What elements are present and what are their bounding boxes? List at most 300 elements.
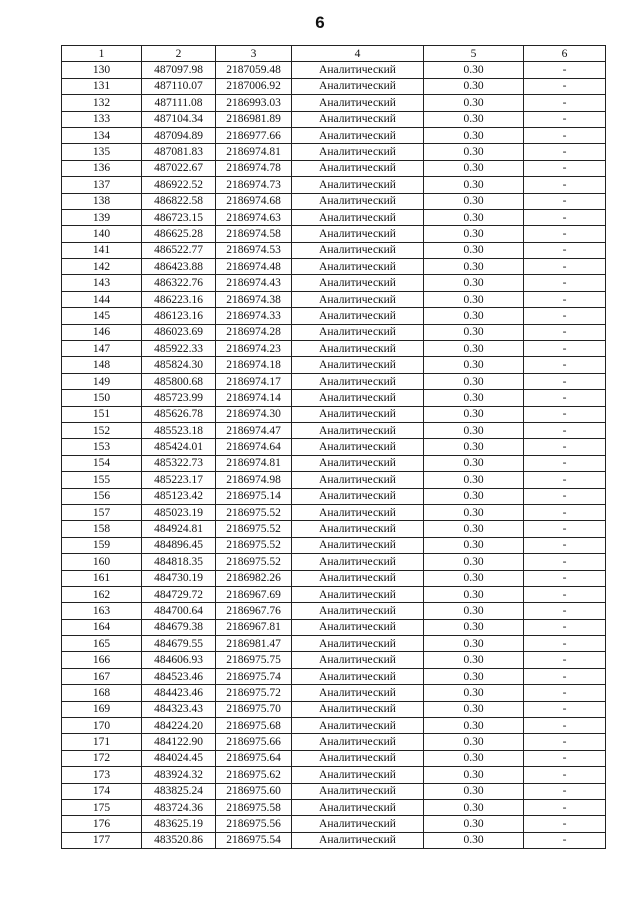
y-coordinate-cell: 2186974.30 (216, 406, 292, 422)
table-row (62, 767, 606, 783)
method-cell: Аналитический (292, 636, 424, 652)
y-coordinate-cell: 2186974.18 (216, 357, 292, 373)
table-row (62, 373, 606, 389)
note-cell: - (524, 816, 606, 832)
y-coordinate-cell: 2186981.89 (216, 111, 292, 127)
table-row (62, 832, 606, 848)
method-cell: Аналитический (292, 586, 424, 602)
note-cell: - (524, 177, 606, 193)
accuracy-cell: 0.30 (424, 226, 524, 242)
header-cell-3: 3 (216, 46, 292, 62)
note-cell: - (524, 750, 606, 766)
table-row (62, 537, 606, 553)
accuracy-cell: 0.30 (424, 701, 524, 717)
note-cell: - (524, 275, 606, 291)
table-row (62, 357, 606, 373)
point-number-cell: 144 (62, 291, 142, 307)
accuracy-cell: 0.30 (424, 586, 524, 602)
accuracy-cell: 0.30 (424, 767, 524, 783)
accuracy-cell: 0.30 (424, 799, 524, 815)
x-coordinate-cell: 484700.64 (142, 603, 216, 619)
y-coordinate-cell: 2186975.75 (216, 652, 292, 668)
method-cell: Аналитический (292, 259, 424, 275)
x-coordinate-cell: 486723.15 (142, 209, 216, 225)
point-number-cell: 160 (62, 554, 142, 570)
y-coordinate-cell: 2186975.66 (216, 734, 292, 750)
y-coordinate-cell: 2186975.52 (216, 554, 292, 570)
method-cell: Аналитический (292, 504, 424, 520)
method-cell: Аналитический (292, 718, 424, 734)
method-cell: Аналитический (292, 291, 424, 307)
x-coordinate-cell: 486123.16 (142, 308, 216, 324)
accuracy-cell: 0.30 (424, 291, 524, 307)
table-row (62, 341, 606, 357)
note-cell: - (524, 603, 606, 619)
point-number-cell: 176 (62, 816, 142, 832)
point-number-cell: 154 (62, 455, 142, 471)
x-coordinate-cell: 483825.24 (142, 783, 216, 799)
x-coordinate-cell: 485424.01 (142, 439, 216, 455)
note-cell: - (524, 127, 606, 143)
y-coordinate-cell: 2186967.69 (216, 586, 292, 602)
point-number-cell: 151 (62, 406, 142, 422)
x-coordinate-cell: 487094.89 (142, 127, 216, 143)
x-coordinate-cell: 486322.76 (142, 275, 216, 291)
point-number-cell: 172 (62, 750, 142, 766)
point-number-cell: 171 (62, 734, 142, 750)
accuracy-cell: 0.30 (424, 422, 524, 438)
note-cell: - (524, 62, 606, 78)
method-cell: Аналитический (292, 832, 424, 848)
method-cell: Аналитический (292, 767, 424, 783)
point-number-cell: 150 (62, 390, 142, 406)
note-cell: - (524, 504, 606, 520)
method-cell: Аналитический (292, 177, 424, 193)
x-coordinate-cell: 483924.32 (142, 767, 216, 783)
note-cell: - (524, 652, 606, 668)
table-row (62, 668, 606, 684)
y-coordinate-cell: 2186974.81 (216, 144, 292, 160)
x-coordinate-cell: 484679.55 (142, 636, 216, 652)
accuracy-cell: 0.30 (424, 718, 524, 734)
note-cell: - (524, 95, 606, 111)
y-coordinate-cell: 2186974.63 (216, 209, 292, 225)
table-row (62, 685, 606, 701)
accuracy-cell: 0.30 (424, 685, 524, 701)
point-number-cell: 156 (62, 488, 142, 504)
point-number-cell: 147 (62, 341, 142, 357)
table-row (62, 111, 606, 127)
point-number-cell: 166 (62, 652, 142, 668)
point-number-cell: 175 (62, 799, 142, 815)
x-coordinate-cell: 486625.28 (142, 226, 216, 242)
accuracy-cell: 0.30 (424, 95, 524, 111)
table-row (62, 259, 606, 275)
x-coordinate-cell: 484523.46 (142, 668, 216, 684)
method-cell: Аналитический (292, 455, 424, 471)
method-cell: Аналитический (292, 406, 424, 422)
x-coordinate-cell: 486023.69 (142, 324, 216, 340)
method-cell: Аналитический (292, 324, 424, 340)
note-cell: - (524, 767, 606, 783)
note-cell: - (524, 422, 606, 438)
y-coordinate-cell: 2186974.23 (216, 341, 292, 357)
y-coordinate-cell: 2186982.26 (216, 570, 292, 586)
method-cell: Аналитический (292, 422, 424, 438)
note-cell: - (524, 308, 606, 324)
y-coordinate-cell: 2187059.48 (216, 62, 292, 78)
y-coordinate-cell: 2186975.74 (216, 668, 292, 684)
accuracy-cell: 0.30 (424, 308, 524, 324)
table-row (62, 652, 606, 668)
point-number-cell: 152 (62, 422, 142, 438)
point-number-cell: 133 (62, 111, 142, 127)
method-cell: Аналитический (292, 127, 424, 143)
method-cell: Аналитический (292, 373, 424, 389)
note-cell: - (524, 439, 606, 455)
method-cell: Аналитический (292, 799, 424, 815)
table-row (62, 734, 606, 750)
y-coordinate-cell: 2186974.81 (216, 455, 292, 471)
x-coordinate-cell: 483724.36 (142, 799, 216, 815)
accuracy-cell: 0.30 (424, 127, 524, 143)
x-coordinate-cell: 484024.45 (142, 750, 216, 766)
point-number-cell: 130 (62, 62, 142, 78)
y-coordinate-cell: 2186974.98 (216, 472, 292, 488)
note-cell: - (524, 472, 606, 488)
point-number-cell: 173 (62, 767, 142, 783)
y-coordinate-cell: 2186975.58 (216, 799, 292, 815)
table-row (62, 521, 606, 537)
x-coordinate-cell: 483625.19 (142, 816, 216, 832)
point-number-cell: 140 (62, 226, 142, 242)
table-row (62, 177, 606, 193)
x-coordinate-cell: 485223.17 (142, 472, 216, 488)
accuracy-cell: 0.30 (424, 652, 524, 668)
note-cell: - (524, 783, 606, 799)
x-coordinate-cell: 483520.86 (142, 832, 216, 848)
note-cell: - (524, 357, 606, 373)
table-row (62, 95, 606, 111)
accuracy-cell: 0.30 (424, 439, 524, 455)
accuracy-cell: 0.30 (424, 275, 524, 291)
table-row (62, 160, 606, 176)
note-cell: - (524, 734, 606, 750)
accuracy-cell: 0.30 (424, 783, 524, 799)
note-cell: - (524, 586, 606, 602)
y-coordinate-cell: 2186975.56 (216, 816, 292, 832)
table-row (62, 127, 606, 143)
point-number-cell: 157 (62, 504, 142, 520)
x-coordinate-cell: 487104.34 (142, 111, 216, 127)
note-cell: - (524, 111, 606, 127)
x-coordinate-cell: 486822.58 (142, 193, 216, 209)
method-cell: Аналитический (292, 701, 424, 717)
note-cell: - (524, 685, 606, 701)
method-cell: Аналитический (292, 209, 424, 225)
method-cell: Аналитический (292, 226, 424, 242)
method-cell: Аналитический (292, 783, 424, 799)
method-cell: Аналитический (292, 750, 424, 766)
method-cell: Аналитический (292, 734, 424, 750)
header-cell-1: 1 (62, 46, 142, 62)
y-coordinate-cell: 2186974.78 (216, 160, 292, 176)
accuracy-cell: 0.30 (424, 111, 524, 127)
note-cell: - (524, 718, 606, 734)
y-coordinate-cell: 2186967.81 (216, 619, 292, 635)
method-cell: Аналитический (292, 668, 424, 684)
note-cell: - (524, 521, 606, 537)
note-cell: - (524, 554, 606, 570)
accuracy-cell: 0.30 (424, 144, 524, 160)
method-cell: Аналитический (292, 488, 424, 504)
x-coordinate-cell: 485123.42 (142, 488, 216, 504)
y-coordinate-cell: 2186993.03 (216, 95, 292, 111)
method-cell: Аналитический (292, 537, 424, 553)
point-number-cell: 167 (62, 668, 142, 684)
table-row (62, 308, 606, 324)
point-number-cell: 168 (62, 685, 142, 701)
accuracy-cell: 0.30 (424, 472, 524, 488)
table-row (62, 455, 606, 471)
accuracy-cell: 0.30 (424, 160, 524, 176)
note-cell: - (524, 799, 606, 815)
y-coordinate-cell: 2186975.52 (216, 537, 292, 553)
accuracy-cell: 0.30 (424, 373, 524, 389)
table-row (62, 504, 606, 520)
note-cell: - (524, 488, 606, 504)
page-number: 6 (315, 13, 325, 32)
point-number-cell: 135 (62, 144, 142, 160)
accuracy-cell: 0.30 (424, 816, 524, 832)
table-row (62, 636, 606, 652)
point-number-cell: 158 (62, 521, 142, 537)
method-cell: Аналитический (292, 193, 424, 209)
x-coordinate-cell: 485626.78 (142, 406, 216, 422)
accuracy-cell: 0.30 (424, 193, 524, 209)
note-cell: - (524, 455, 606, 471)
note-cell: - (524, 619, 606, 635)
x-coordinate-cell: 486423.88 (142, 259, 216, 275)
method-cell: Аналитический (292, 111, 424, 127)
method-cell: Аналитический (292, 62, 424, 78)
method-cell: Аналитический (292, 816, 424, 832)
x-coordinate-cell: 487110.07 (142, 78, 216, 94)
method-cell: Аналитический (292, 439, 424, 455)
note-cell: - (524, 291, 606, 307)
method-cell: Аналитический (292, 357, 424, 373)
x-coordinate-cell: 484606.93 (142, 652, 216, 668)
method-cell: Аналитический (292, 521, 424, 537)
accuracy-cell: 0.30 (424, 504, 524, 520)
accuracy-cell: 0.30 (424, 570, 524, 586)
table-row (62, 472, 606, 488)
y-coordinate-cell: 2186974.47 (216, 422, 292, 438)
table-row (62, 570, 606, 586)
accuracy-cell: 0.30 (424, 521, 524, 537)
y-coordinate-cell: 2186975.64 (216, 750, 292, 766)
table-row (62, 193, 606, 209)
note-cell: - (524, 373, 606, 389)
x-coordinate-cell: 484924.81 (142, 521, 216, 537)
table-row (62, 78, 606, 94)
method-cell: Аналитический (292, 652, 424, 668)
note-cell: - (524, 324, 606, 340)
x-coordinate-cell: 485824.30 (142, 357, 216, 373)
accuracy-cell: 0.30 (424, 324, 524, 340)
table-row (62, 488, 606, 504)
x-coordinate-cell: 484818.35 (142, 554, 216, 570)
note-cell: - (524, 537, 606, 553)
point-number-cell: 136 (62, 160, 142, 176)
header-row (62, 46, 606, 62)
x-coordinate-cell: 486922.52 (142, 177, 216, 193)
x-coordinate-cell: 485023.19 (142, 504, 216, 520)
method-cell: Аналитический (292, 78, 424, 94)
x-coordinate-cell: 484679.38 (142, 619, 216, 635)
header-cell-2: 2 (142, 46, 216, 62)
point-number-cell: 143 (62, 275, 142, 291)
point-number-cell: 132 (62, 95, 142, 111)
accuracy-cell: 0.30 (424, 209, 524, 225)
x-coordinate-cell: 484730.19 (142, 570, 216, 586)
y-coordinate-cell: 2186975.14 (216, 488, 292, 504)
table-row (62, 554, 606, 570)
y-coordinate-cell: 2186975.52 (216, 521, 292, 537)
header-cell-5: 5 (424, 46, 524, 62)
accuracy-cell: 0.30 (424, 603, 524, 619)
x-coordinate-cell: 485723.99 (142, 390, 216, 406)
coordinates-table (61, 45, 606, 849)
y-coordinate-cell: 2186974.28 (216, 324, 292, 340)
table-row (62, 209, 606, 225)
method-cell: Аналитический (292, 619, 424, 635)
point-number-cell: 142 (62, 259, 142, 275)
x-coordinate-cell: 487111.08 (142, 95, 216, 111)
method-cell: Аналитический (292, 144, 424, 160)
y-coordinate-cell: 2186975.68 (216, 718, 292, 734)
table-header (62, 46, 606, 62)
accuracy-cell: 0.30 (424, 177, 524, 193)
table-row (62, 783, 606, 799)
header-cell-4: 4 (292, 46, 424, 62)
x-coordinate-cell: 484122.90 (142, 734, 216, 750)
accuracy-cell: 0.30 (424, 357, 524, 373)
point-number-cell: 170 (62, 718, 142, 734)
point-number-cell: 149 (62, 373, 142, 389)
accuracy-cell: 0.30 (424, 832, 524, 848)
y-coordinate-cell: 2186975.54 (216, 832, 292, 848)
method-cell: Аналитический (292, 554, 424, 570)
table-row (62, 439, 606, 455)
method-cell: Аналитический (292, 341, 424, 357)
y-coordinate-cell: 2186974.38 (216, 291, 292, 307)
y-coordinate-cell: 2186977.66 (216, 127, 292, 143)
method-cell: Аналитический (292, 242, 424, 258)
method-cell: Аналитический (292, 570, 424, 586)
point-number-cell: 164 (62, 619, 142, 635)
method-cell: Аналитический (292, 160, 424, 176)
table-row (62, 226, 606, 242)
note-cell: - (524, 78, 606, 94)
y-coordinate-cell: 2187006.92 (216, 78, 292, 94)
x-coordinate-cell: 487097.98 (142, 62, 216, 78)
y-coordinate-cell: 2186974.43 (216, 275, 292, 291)
y-coordinate-cell: 2186974.73 (216, 177, 292, 193)
accuracy-cell: 0.30 (424, 537, 524, 553)
table-row (62, 390, 606, 406)
x-coordinate-cell: 484323.43 (142, 701, 216, 717)
x-coordinate-cell: 484729.72 (142, 586, 216, 602)
point-number-cell: 174 (62, 783, 142, 799)
note-cell: - (524, 390, 606, 406)
note-cell: - (524, 193, 606, 209)
table-row (62, 275, 606, 291)
point-number-cell: 177 (62, 832, 142, 848)
note-cell: - (524, 226, 606, 242)
x-coordinate-cell: 485322.73 (142, 455, 216, 471)
x-coordinate-cell: 485523.18 (142, 422, 216, 438)
y-coordinate-cell: 2186975.60 (216, 783, 292, 799)
table-row (62, 324, 606, 340)
point-number-cell: 137 (62, 177, 142, 193)
x-coordinate-cell: 486522.77 (142, 242, 216, 258)
note-cell: - (524, 636, 606, 652)
point-number-cell: 163 (62, 603, 142, 619)
point-number-cell: 141 (62, 242, 142, 258)
point-number-cell: 134 (62, 127, 142, 143)
point-number-cell: 145 (62, 308, 142, 324)
point-number-cell: 155 (62, 472, 142, 488)
note-cell: - (524, 341, 606, 357)
method-cell: Аналитический (292, 308, 424, 324)
x-coordinate-cell: 485922.33 (142, 341, 216, 357)
y-coordinate-cell: 2186967.76 (216, 603, 292, 619)
y-coordinate-cell: 2186974.64 (216, 439, 292, 455)
table-body (62, 62, 606, 849)
accuracy-cell: 0.30 (424, 242, 524, 258)
y-coordinate-cell: 2186974.14 (216, 390, 292, 406)
accuracy-cell: 0.30 (424, 554, 524, 570)
method-cell: Аналитический (292, 603, 424, 619)
point-number-cell: 148 (62, 357, 142, 373)
accuracy-cell: 0.30 (424, 488, 524, 504)
y-coordinate-cell: 2186975.62 (216, 767, 292, 783)
table-row (62, 586, 606, 602)
x-coordinate-cell: 484896.45 (142, 537, 216, 553)
method-cell: Аналитический (292, 472, 424, 488)
accuracy-cell: 0.30 (424, 78, 524, 94)
table-row (62, 701, 606, 717)
y-coordinate-cell: 2186974.58 (216, 226, 292, 242)
y-coordinate-cell: 2186974.48 (216, 259, 292, 275)
accuracy-cell: 0.30 (424, 259, 524, 275)
note-cell: - (524, 570, 606, 586)
table-row (62, 291, 606, 307)
table-row (62, 619, 606, 635)
point-number-cell: 161 (62, 570, 142, 586)
note-cell: - (524, 701, 606, 717)
point-number-cell: 169 (62, 701, 142, 717)
accuracy-cell: 0.30 (424, 406, 524, 422)
point-number-cell: 159 (62, 537, 142, 553)
note-cell: - (524, 668, 606, 684)
note-cell: - (524, 209, 606, 225)
x-coordinate-cell: 485800.68 (142, 373, 216, 389)
note-cell: - (524, 832, 606, 848)
accuracy-cell: 0.30 (424, 62, 524, 78)
accuracy-cell: 0.30 (424, 390, 524, 406)
